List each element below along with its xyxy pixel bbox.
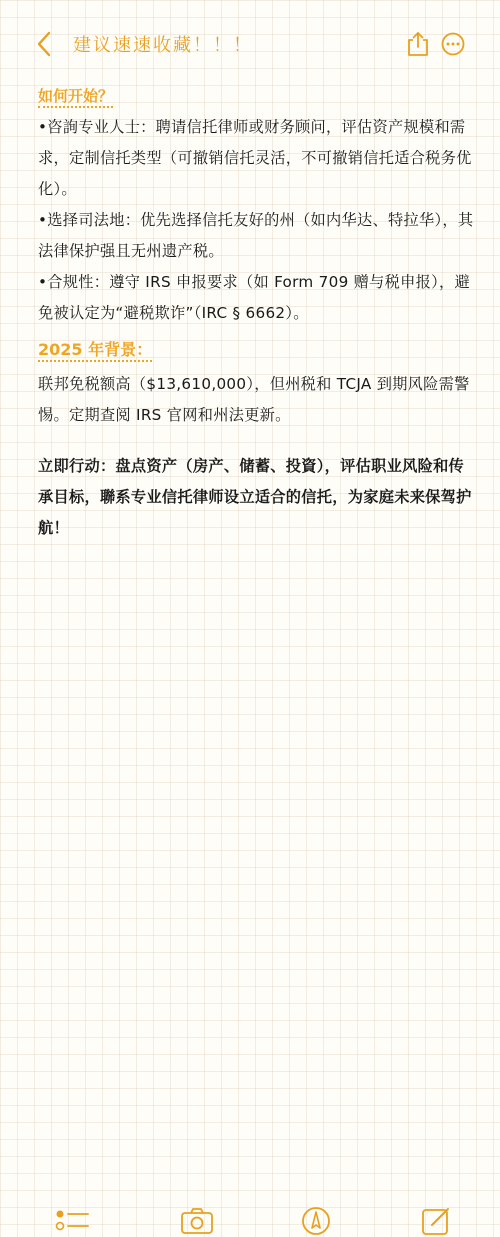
page-title: 建议速速收藏！！！ — [73, 35, 253, 56]
camera-icon[interactable] — [179, 1205, 215, 1237]
list-item: •选择司法地：优先选择信托友好的州（如内华达、特拉华），其法律保护强且无州遗产税。 — [38, 211, 474, 260]
bottom-toolbar — [0, 600, 500, 650]
note-content — [38, 86, 478, 544]
background-text: 联邦免税额高（$13,610,000），但州税和 TCJA 到期风险需警惕。定期查阅 IRS 官网和州法更新。 — [38, 375, 470, 424]
chevron-left-icon[interactable] — [32, 29, 58, 59]
section-background — [38, 340, 478, 431]
checklist-icon[interactable] — [52, 1205, 92, 1237]
section-how — [38, 86, 478, 329]
share-icon[interactable] — [405, 30, 431, 58]
list-item: •合规性：遵守 IRS 申报要求（如 Form 709 赠与税申报），避免被认定为“避税欺诈”（IRC § 6662）。 — [38, 273, 470, 322]
top-bar — [0, 0, 500, 80]
section-action — [38, 451, 478, 544]
edit-icon[interactable] — [420, 1205, 452, 1237]
list-item: •咨詢专业人士：聘请信托律师或财务顾问，评估资产规模和需求，定制信托类型（可撤销信托灵活，不可撤销信托适合税务优化）。 — [38, 118, 472, 198]
more-icon[interactable] — [440, 31, 466, 57]
section-title-how: 如何开始？ — [38, 86, 113, 108]
compass-icon[interactable] — [300, 1205, 332, 1237]
section-title-background: 2025 年背景： — [38, 340, 152, 362]
action-text: 立即行动：盘点资产（房产、储蓄、投資），评估职业风险和传承目标，聯系专业信托律师设立适合的信托，为家庭未来保驾护航！ — [38, 457, 472, 537]
